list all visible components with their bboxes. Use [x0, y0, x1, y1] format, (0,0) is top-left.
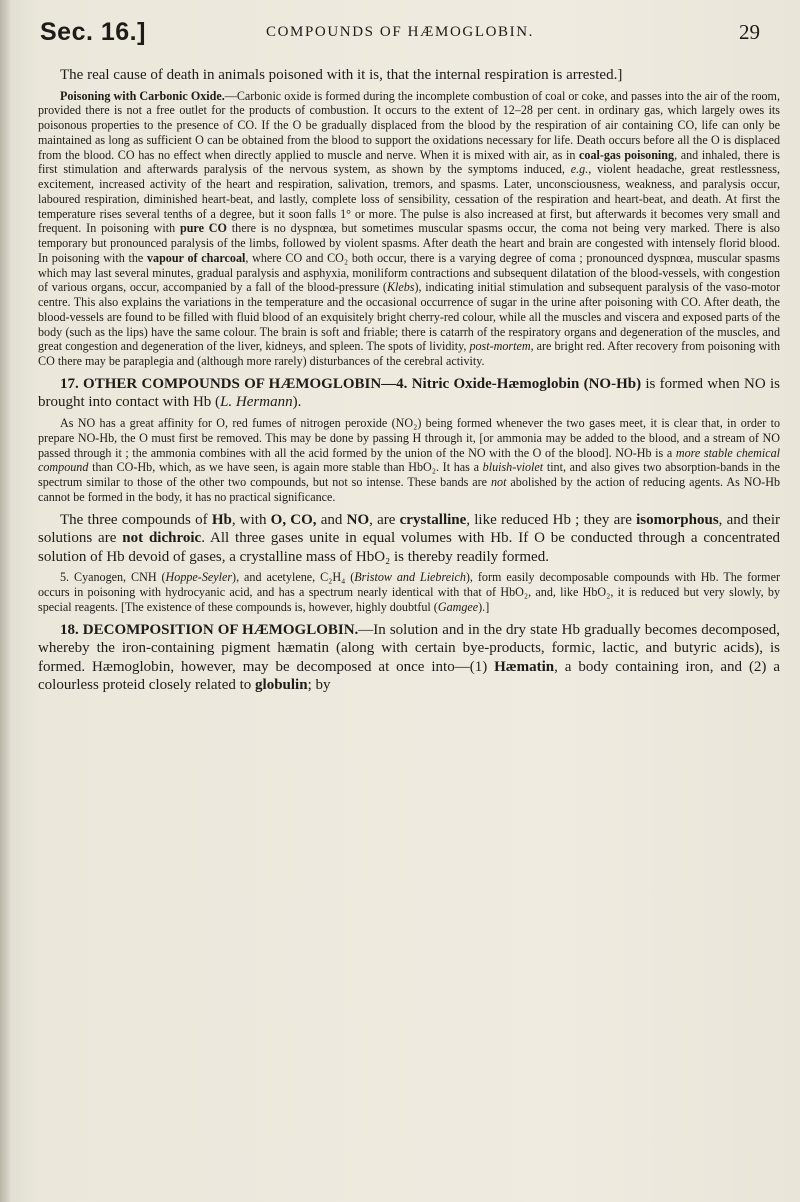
- page-header: [20, 16, 780, 56]
- co-heading: Poisoning with Carbonic Oxide.: [60, 88, 225, 103]
- nitric-oxide-paragraph: As NO has a great affinity for O, red fumes of nitrogen peroxide (NO₂) being formed whenever the two gases meet, it is clear that, in order to prepare NO-Hb, the O must first be removed. This may be done by passing H through it, [or ammonia may be added to the blood, and a stream of NO passed through it ; the ammonia combines with all the acid formed by the union of the NO with the O of the blood]. NO-Hb is a more stable chemical compound than CO-Hb, which, as we have seen, is again more stable than HbO₂. It has a bluish-violet tint, and also gives two absorption-bands in the spectrum similar to those of the other two compounds, but not so intense. These bands are not abolished by the action of reducing agents. As NO-Hb cannot be formed in the body, it has no practical significance.: [38, 416, 781, 504]
- intro-paragraph: The real cause of death in animals poisoned with it is, that the internal respiration is arrested.]: [60, 67, 623, 83]
- section-17-heading: 17. OTHER COMPOUNDS OF HÆMOGLOBIN—4. Nitric Oxide-Hæmoglobin (NO-Hb): [60, 375, 642, 392]
- section-18-heading: 18. DECOMPOSITION OF HÆMOGLOBIN.: [60, 621, 359, 638]
- page-number: 29: [739, 20, 760, 44]
- co-poisoning-paragraph: Poisoning with Carbonic Oxide.—Carbonic oxide is formed during the incomplete combustion of coal or coke, and passes into the air of the room, provided there is not a free outlet for the products of combustion. It occurs to the extent of 12–28 per cent. in ordinary gas, which largely owes its poisonous properties to the presence of CO. If the O be gradually displaced from the blood by the respiration of air containing CO, life can only be maintained as long as sufficient O can be obtained from the blood to support the oxidations necessary for life. Death occurs before all the O is displaced from the blood. CO has no effect when directly applied to muscle and nerve. When it is mixed with air, as in coal-gas poisoning, and inhaled, there is first stimulation and afterwards paralysis of the nervous system, as shown by the symptoms induced, e.g., violent headache, great restlessness, excitement, increased activity of the heart and respiration, salivation, tremors, and spasms. Later, unconsciousness, weakness, and paralysis occur, laboured respiration, diminished heart-beat, and lastly, complete loss of sensibility, cessation of the respiration and heart-beat, and death. At first the temperature rises several tenths of a degree, but it soon falls 1° or more. The pulse is also increased at first, but afterwards it becomes very small and frequent. In poisoning with pure CO there is no dyspnœa, but sometimes muscular spasms occur, the coma not being very marked. There is also temporary but pronounced paralysis of the limbs, followed by violent spasms. After death the heart and brain are congested with intensely florid blood. In poisoning with the vapour of charcoal, where CO and CO₂ both occur, there is a varying degree of coma ; pronounced dyspnœa, muscular spasms which may last several minutes, gradual paralysis and asphyxia, moniliform contractions and subsequent dilatation of the blood-vessels, with congestion of various organs, occur, accompanied by a fall of the blood-pressure (Klebs), indicating initial stimulation and subsequent paralysis of the vaso-motor centre. This also explains the variations in the temperature and the occasional occurrence of sugar in the urine after poisoning with CO. After death, the blood-vessels are found to be filled with fluid blood of an exquisitely bright cherry-red colour, while all the muscles and viscera and exposed parts of the body (such as the lips) have the same colour. The brain is soft and friable; there is catarrh of the respiratory organs and degeneration of the muscles, and great congestion and degeneration of the liver, kidneys, and spleen. The spots of lividity, post-mortem, are bright red. After recovery from poisoning with CO there may be paraplegia and (although more rarely) disturbances of the cerebral activity.: [38, 88, 780, 369]
- crystalline-paragraph: The three compounds of Hb, with O, CO, and NO, are crystalline, like reduced Hb ; they are isomorphous, and their solutions are not dichroic. All three gases unite in equal volumes with Hb. If O be conducted through a concentrated solution of Hb devoid of gases, a crystalline mass of HbO₂ is thereby readily formed.: [38, 511, 781, 565]
- section-17-paragraph: 17. OTHER COMPOUNDS OF HÆMOGLOBIN—4. Nitric Oxide-Hæmoglobin (NO-Hb) is formed when NO is brought into contact with Hb (L. Hermann).: [38, 375, 780, 411]
- cyanogen-paragraph: 5. Cyanogen, CNH (Hoppe-Seyler), and acetylene, C₂H₄ (Bristow and Liebreich), form easily decomposable compounds with Hb. The former occurs in poisoning with hydrocyanic acid, and has a spectrum nearly identical with that of HbO₂, and, like HbO₂, it is reduced but very slowly, by special reagents. [The existence of these compounds is, however, highly doubtful (Gamgee).]: [38, 570, 780, 614]
- page-spine-shadow: [0, 0, 10, 1202]
- running-title: COMPOUNDS OF HÆMOGLOBIN.: [265, 24, 534, 40]
- page-body: [38, 66, 780, 699]
- section-label: Sec. 16.]: [40, 18, 146, 46]
- section-18-paragraph: 18. DECOMPOSITION OF HÆMOGLOBIN.—In solution and in the dry state Hb gradually becomes decomposed, whereby the iron-containing pigment hæmatin (along with certain bye-products, formic, lactic, and butyric acids), is formed. Hæmoglobin, however, may be decomposed at once into—(1) Hæmatin, a body containing iron, and (2) a colourless proteid closely related to globulin; by: [38, 621, 781, 694]
